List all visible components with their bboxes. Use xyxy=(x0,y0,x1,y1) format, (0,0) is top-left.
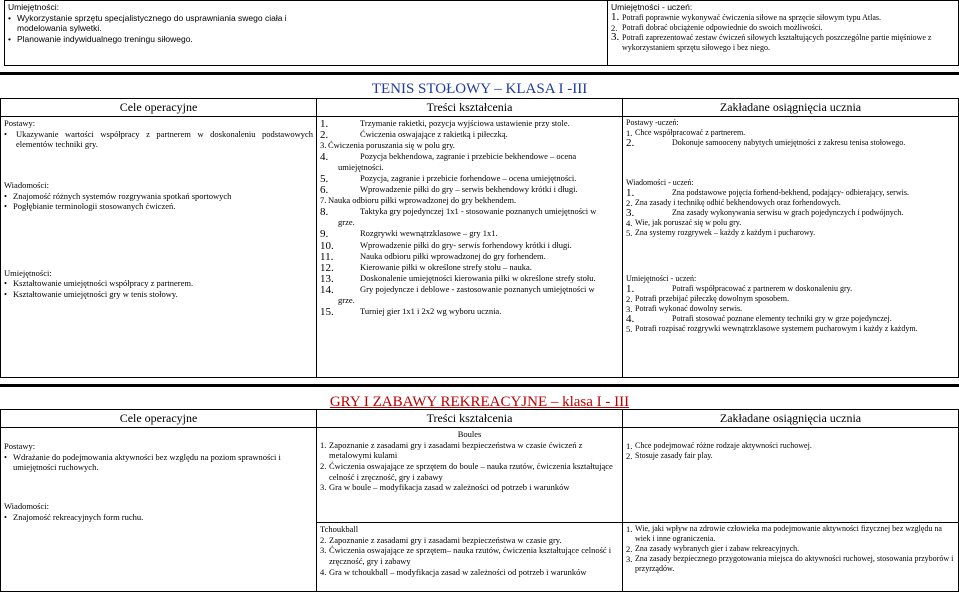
item-number: 5. xyxy=(626,324,633,334)
postawy-list xyxy=(4,452,313,473)
list-item: • Znajomość różnych systemów rozgrywania spotkań sportowych xyxy=(4,191,313,202)
item-text: Wie, jaki wpływ na zdrowie człowieka ma podejmowanie aktywności fizycznej bez względu na wiek i inne ograniczenia. xyxy=(635,524,942,543)
item-number: 4. xyxy=(626,313,635,325)
item-text: Pozycja bekhendowa, zagranie i przebicie bekhendowe – ocena umiejętności. xyxy=(338,151,577,173)
item-number: 3. xyxy=(626,207,635,219)
item-number: 4. xyxy=(320,151,329,164)
item-text: Potrafi rozpisać rozgrywki wewnątrzklasowe systemem pucharowym i każdy z każdym. xyxy=(635,324,918,333)
item-number: 2. xyxy=(626,294,633,304)
tenis-table xyxy=(0,98,959,378)
list-item xyxy=(626,314,955,324)
item-number: 3. xyxy=(320,545,327,556)
list-item xyxy=(320,284,606,306)
list-item xyxy=(320,240,606,251)
list-item xyxy=(626,451,955,461)
item-text: Zna podstawowe pojęcia forhend-bekhend, podający- odbierający, serwis. xyxy=(672,188,909,197)
list-item xyxy=(320,461,619,482)
list-item xyxy=(611,30,955,53)
item-number: 1. xyxy=(320,439,327,450)
item-text: Potrafi przebijać piłeczkę dowolnym sposobem. xyxy=(635,294,789,303)
item-text: Ćwiczenia oswajające ze sprzętem do boule – nauka rzutów, ćwiczenia kształtujące celność i zręczność, gry i zabawy xyxy=(329,460,613,482)
list-item xyxy=(320,184,606,195)
gry-title-text: GRY I ZABAWY REKREACYJNE – klasa I - III xyxy=(329,394,630,410)
list-item xyxy=(626,228,955,238)
wiadomosci-uczen-list xyxy=(626,188,955,238)
item-number: 2. xyxy=(320,460,327,471)
item-number: 10. xyxy=(320,239,334,252)
list-item xyxy=(626,198,955,208)
item-number: 12. xyxy=(320,261,334,274)
item-number: 9. xyxy=(320,228,329,241)
list-item xyxy=(626,188,955,198)
list-item xyxy=(626,524,955,544)
wiadomosci-uczen-label: Wiadomości - uczeń: xyxy=(626,178,694,187)
list-item: • Ukazywanie wartości współpracy z partnerem w doskonaleniu podstawowych elementów techniki gry. xyxy=(4,129,313,150)
gry-col-tresci: Treści kształcenia xyxy=(317,410,623,428)
gry-osiag-bottom-cell xyxy=(623,523,959,592)
tenis-col-tresci: Treści kształcenia xyxy=(317,99,623,117)
list-item xyxy=(320,535,619,546)
list-item xyxy=(626,554,955,574)
item-text: Ćwiczenia oswajające z rakietką i piłeczką. xyxy=(360,129,508,140)
item-text: Wie, jak poruszać się w polu gry. xyxy=(635,218,742,227)
list-item xyxy=(320,118,606,129)
list-item: • Kształtowanie umiejętności gry w tenis stołowy. xyxy=(4,289,313,300)
item-text: Wprowadzenie piłki do gry – serwis bekhendowy krótki i długi. xyxy=(360,184,578,195)
item-text: Potrafi wykonać dowolny serwis. xyxy=(635,304,743,313)
item-number: 2. xyxy=(320,129,329,142)
item-text: Chce współpracować z partnerem. xyxy=(635,128,746,137)
list-item xyxy=(320,306,606,317)
list-item: • Kształtowanie umiejętności współpracy z partnerem. xyxy=(4,278,313,289)
list-item xyxy=(320,440,619,461)
item-text: Zna zasady wybranych gier i zabaw rekreacyjnych. xyxy=(635,544,800,553)
item-number: 3. xyxy=(611,30,620,43)
tchouk-title: Tchoukball xyxy=(320,524,359,534)
item-text: Zapoznanie z zasadami gry i zasadami bezpieczeństwa w czasie gry. xyxy=(329,534,562,545)
item-number: 2. xyxy=(626,137,635,149)
list-item xyxy=(626,294,955,304)
item-text: Stosuje zasady fair play. xyxy=(635,451,713,460)
postawy-label: Postawy: xyxy=(4,118,36,128)
item-number: 15. xyxy=(320,305,334,318)
item-number: 4. xyxy=(320,566,327,577)
section-divider xyxy=(0,384,959,387)
osiag-bottom-list xyxy=(626,524,955,574)
item-number: 3. xyxy=(626,304,633,314)
item-text: Gra w boule – modyfikacja zasad w zależności od potrzeb i warunków xyxy=(329,482,570,493)
item-text: Rozgrywki wewnątrzklasowe – gry 1x1. xyxy=(360,228,498,239)
list-item xyxy=(320,251,606,262)
top-left-label: Umiejętności: xyxy=(8,2,60,12)
tresci-list xyxy=(320,118,606,317)
tenis-title: TENIS STOŁOWY – KLASA I -III xyxy=(371,81,588,97)
wiadomosci-label: Wiadomości: xyxy=(4,500,49,511)
list-item xyxy=(320,228,606,239)
item-text: Gry pojedyncze i deblowe - zastosowanie poznanych umiejętności w grze. xyxy=(338,283,595,305)
list-item: • Wdrażanie do podejmowania aktywności bez względu na poziom sprawności i umiejętności ruchowych. xyxy=(4,452,313,473)
list-item xyxy=(320,206,606,228)
list-item xyxy=(320,545,619,566)
item-text: Ćwiczenia poruszania się w polu gry. xyxy=(328,140,455,151)
top-right-list xyxy=(611,10,955,53)
list-item xyxy=(320,262,606,273)
item-number: 8. xyxy=(320,206,329,219)
wiadomosci-list xyxy=(4,191,313,212)
item-number: 7. xyxy=(320,195,327,206)
list-item: • Pogłębianie terminologii stosowanych ćwiczeń. xyxy=(4,201,313,212)
item-text: Gra w tchoukball – modyfikacja zasad w zależności od potrzeb i warunków xyxy=(329,566,587,577)
list-item xyxy=(320,151,606,173)
item-number: 11. xyxy=(320,250,334,263)
item-number: 3. xyxy=(626,554,633,564)
item-text: Chce podejmować różne rodzaje aktywności ruchowej. xyxy=(635,441,812,450)
tchouk-list xyxy=(320,535,619,578)
umiejetnosci-uczen-label: Umiejętności - uczeń: xyxy=(626,274,697,283)
gry-col-osiag: Zakładane osiągnięcia ucznia xyxy=(623,410,959,428)
umiejetnosci-label: Umiejętności: xyxy=(4,267,52,278)
list-item xyxy=(626,544,955,554)
list-item xyxy=(626,128,955,138)
umiejetnosci-list xyxy=(4,278,313,299)
list-item xyxy=(320,273,606,284)
list-item xyxy=(626,138,955,148)
item-number: 14. xyxy=(320,283,334,296)
umiejetnosci-uczen-list xyxy=(626,284,955,334)
boules-list xyxy=(320,440,619,493)
item-text: Taktyka gry pojedynczej 1x1 - stosowanie poznanych umiejętności w grze. xyxy=(338,206,597,228)
item-number: 3. xyxy=(320,140,327,151)
gry-boules-cell xyxy=(317,428,623,523)
item-text: Kierowanie piłki w określone strefy stołu – nauka. xyxy=(360,261,532,272)
top-table xyxy=(4,0,959,66)
list-item xyxy=(626,208,955,218)
list-item xyxy=(626,284,955,294)
item-text: Pozycja, zagranie i przebicie forhendowe – ocena umiejętności. xyxy=(360,173,577,184)
list-item xyxy=(611,10,955,23)
item-number: 2. xyxy=(611,22,618,33)
list-item xyxy=(320,129,606,140)
tenis-tresci-cell xyxy=(317,117,623,378)
tenis-osiag-cell xyxy=(623,117,959,378)
item-number: 1. xyxy=(320,118,329,130)
item-number: 2. xyxy=(626,198,633,208)
postawy-uczen-label: Postawy -uczeń: xyxy=(626,118,679,127)
gry-cele-cell xyxy=(1,428,317,592)
item-number: 3. xyxy=(320,482,327,493)
item-text: Potrafi zaprezentować zestaw ćwiczeń siłowych kształtujących poszczególne partie mięśniowe z wykorzystaniem sprzętu siłowego i bez niego. xyxy=(622,32,932,52)
list-item xyxy=(626,218,955,228)
item-number: 5. xyxy=(320,173,329,186)
list-item xyxy=(320,567,619,578)
wiadomosci-label: Wiadomości: xyxy=(4,179,49,190)
item-number: 1. xyxy=(626,441,633,451)
item-number: 4. xyxy=(626,218,633,228)
list-item xyxy=(320,482,619,493)
item-text: Zna zasady i technikę odbić bekhendowych oraz forhendowych. xyxy=(635,198,841,207)
item-text: Potrafi stosować poznane elementy techniki gry w grze pojedynczej. xyxy=(672,314,892,323)
item-number: 6. xyxy=(320,184,329,197)
list-item xyxy=(320,173,606,184)
list-item xyxy=(320,140,606,151)
item-text: Nauka odbioru piłki wprowadzonej do gry bekhendem. xyxy=(328,195,517,206)
item-text: Zapoznanie z zasadami gry i zasadami bezpieczeństwa w czasie ćwiczeń z metalowymi kulami xyxy=(329,439,583,461)
list-item xyxy=(626,304,955,314)
item-number: 2. xyxy=(626,544,633,554)
item-number: 1. xyxy=(626,187,635,199)
list-item xyxy=(626,441,955,451)
item-text: Zna systemy rozgrywek – każdy z każdym i pucharowy. xyxy=(635,228,816,237)
gry-tchouk-cell xyxy=(317,523,623,592)
item-number: 1. xyxy=(626,128,633,138)
list-item: • Znajomość rekreacyjnych form ruchu. xyxy=(4,512,313,523)
top-left-cell xyxy=(5,1,608,66)
item-text: Zna zasady wykonywania serwisu w grach pojedynczych i podwójnych. xyxy=(672,208,904,217)
wiadomosci-list xyxy=(4,512,313,523)
item-text: Ćwiczenia oswajające ze sprzętem– nauka rzutów, ćwiczenia kształtujące celność i zręczność, gry i zabawy xyxy=(329,545,612,566)
item-text: Potrafi współpracować z partnerem w doskonaleniu gry. xyxy=(672,284,853,293)
item-text: Nauka odbioru piłki wprowadzonej do gry forhendem. xyxy=(360,250,546,261)
item-number: 1. xyxy=(626,283,635,295)
osiag-top-list xyxy=(626,441,955,461)
list-item xyxy=(626,324,955,334)
item-number: 2. xyxy=(320,534,327,545)
list-item xyxy=(611,23,955,33)
top-left-list xyxy=(8,13,288,45)
item-text: Potrafi poprawnie wykonywać ćwiczenia siłowe na sprzęcie siłowym typu Atlas. xyxy=(622,12,882,22)
postawy-list xyxy=(4,129,313,150)
gry-table xyxy=(0,409,959,592)
section-divider xyxy=(0,72,959,75)
top-right-label: Umiejętności - uczeń: xyxy=(611,2,693,12)
postawy-uczen-list xyxy=(626,128,955,148)
list-item xyxy=(320,195,606,206)
gry-col-cele: Cele operacyjne xyxy=(1,410,317,428)
item-number: 5. xyxy=(626,228,633,238)
item-text: Zna zasady bezpiecznego przygotowania miejsca do aktywności ruchowej, stosowania przyborów i przyrządów. xyxy=(635,554,954,573)
item-number: 1. xyxy=(626,524,633,534)
item-text: Potrafi dobrać obciążenie odpowiednie do swoich możliwości. xyxy=(622,22,823,32)
gry-osiag-top-cell xyxy=(623,428,959,523)
boules-title: Boules xyxy=(457,429,482,439)
item-number: 2. xyxy=(626,451,633,461)
tenis-col-osiag: Zakładane osiągnięcia ucznia xyxy=(623,99,959,117)
item-text: Turniej gier 1x1 i 2x2 wg wyboru ucznia. xyxy=(360,305,502,316)
item-number: 13. xyxy=(320,272,334,285)
postawy-label: Postawy: xyxy=(4,441,36,451)
item-text: Doskonalenie umiejętności kierowania piłki w określone strefy stołu. xyxy=(360,272,596,283)
tenis-cele-cell xyxy=(1,117,317,378)
item-text: Dokonuje samooceny nabytych umiejętności z zakresu tenisa stołowego. xyxy=(672,138,906,147)
item-text: Wprowadzenie piłki do gry- serwis forhendowy krótki i długi. xyxy=(360,239,572,250)
item-number: 1. xyxy=(611,10,620,23)
tenis-col-cele: Cele operacyjne xyxy=(1,99,317,117)
top-right-cell xyxy=(608,1,959,66)
item-text: Trzymanie rakietki, pozycja wyjściowa ustawienie przy stole. xyxy=(360,118,570,128)
list-item: • Planowanie indywidualnego treningu siłowego. xyxy=(8,34,288,45)
list-item: • Wykorzystanie sprzętu specjalistycznego do usprawniania swego ciała i modelowania sylwetki. xyxy=(8,13,288,34)
